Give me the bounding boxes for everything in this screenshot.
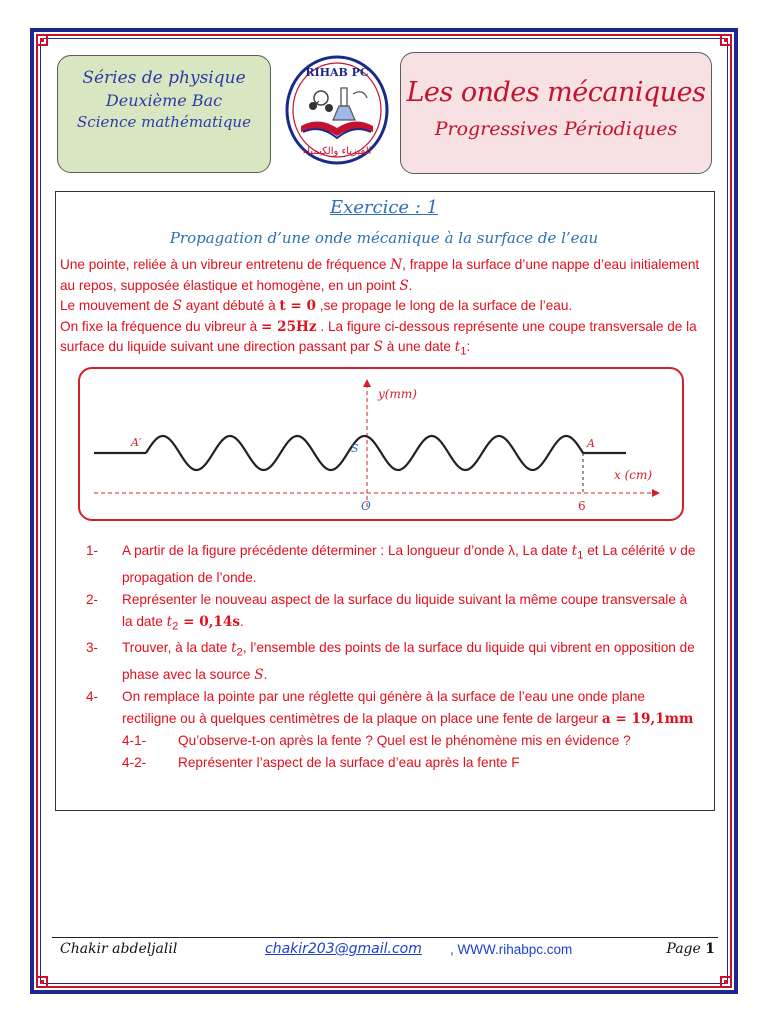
logo-text-top: RIHAB PC (305, 66, 369, 79)
series-info-box (57, 55, 271, 173)
label-source-S: S (351, 442, 359, 455)
author-name: Chakir abdeljalil (60, 941, 178, 957)
exercise-statement (60, 255, 710, 362)
chapter-subtitle: Progressives Périodiques (434, 118, 678, 140)
website-link[interactable]: , WWW.rihabpc.com (450, 942, 573, 957)
questions-list (86, 540, 696, 774)
chapter-title: Les ondes mécaniques (406, 77, 706, 108)
series-label: Séries de physique (82, 68, 246, 88)
corner-ornament-bottom-left (36, 976, 48, 988)
wave-cross-section-figure (78, 367, 684, 521)
logo-text-bottom: الفيزياء والكيمياء (302, 146, 372, 157)
track-label: Science mathématique (77, 113, 251, 131)
label-six: 6 (578, 499, 586, 513)
question-1: 1- A partir de la figure précédente déterminer : La longueur d’onde λ, La date $t_1$ et La célérité v de propagation de l’onde. (86, 543, 696, 585)
page-number: Page 1 (666, 941, 715, 957)
label-A-prime: A′ (131, 436, 142, 449)
y-axis-label: y(mm) (378, 387, 417, 401)
statement-paragraph-1: Une pointe, reliée à un vibreur entretenu de fréquence N, frappe la surface d’une nappe d’eau initialement au repos, supposée élastique et homogène, en un point S. (60, 257, 700, 294)
statement-paragraph-3: On fixe la fréquence du vibreur à = 25Hz . La figure ci-dessous représente une coupe transversale de la surface du liquide suivant une direction passant par S à une date $t_1$: (60, 318, 697, 358)
x-axis-label: x (cm) (614, 468, 653, 482)
statement-paragraph-2: Le mouvement de S ayant débuté à t = 0 ,se propage le long de la surface de l’eau. (60, 298, 573, 314)
wave-profile (146, 436, 583, 470)
footer-divider (52, 937, 718, 938)
question-3: 3- Trouver, à la date $t_2$, l’ensemble des points de la surface du liquide qui vibrent en opposition de phase avec la source S. (86, 640, 695, 684)
corner-ornament-bottom-right (720, 976, 732, 988)
rihab-pc-logo (283, 54, 391, 166)
exercise-subtitle: Propagation d’une onde mécanique à la surface de l’eau (169, 229, 599, 247)
exercise-title: Exercice : 1 (329, 197, 439, 218)
label-origin-O: O (361, 499, 371, 513)
subquestion-4-2: 4-2- Représenter l’aspect de la surface d’eau après la fente F (122, 755, 520, 771)
question-2: 2- Représenter le nouveau aspect de la surface du liquide suivant la même coupe transversale à la date $t_2 = 0,14s$. (86, 591, 688, 633)
corner-ornament-top-left (36, 34, 48, 46)
subquestion-4-1: 4-1- Qu’observe-t-on après la fente ? Quel est le phénomène mis en évidence ? (122, 733, 631, 749)
author-email-link[interactable]: chakir203@gmail.com (265, 941, 422, 957)
footer (60, 941, 720, 965)
level-label: Deuxième Bac (105, 91, 223, 110)
question-4: 4- On remplace la pointe par une réglette qui génère à la surface de l’eau une onde plane rectiligne ou à quelques centimètres de la plaque on place une fente de largeur a = 19,1mm (86, 689, 694, 728)
chapter-title-box (400, 52, 712, 174)
label-A: A (587, 437, 595, 450)
corner-ornament-top-right (720, 34, 732, 46)
